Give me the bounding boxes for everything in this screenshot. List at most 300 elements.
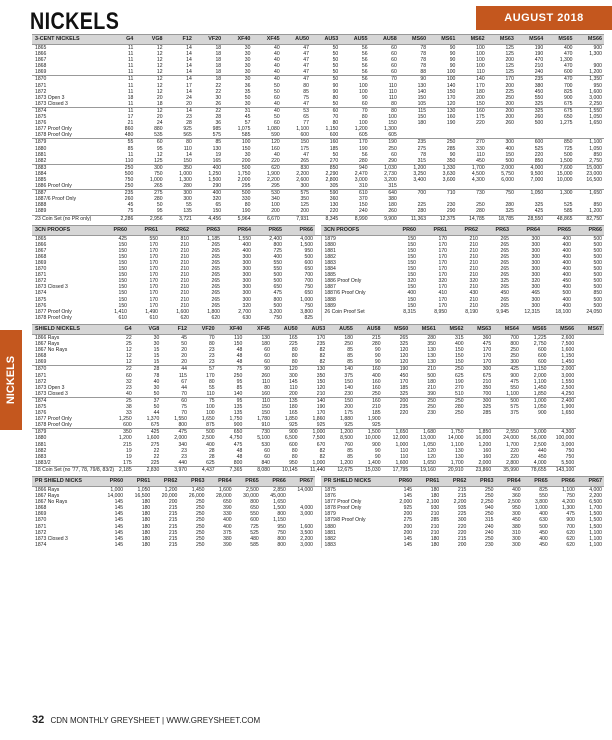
price-cell: 90 [374,347,381,354]
price-cell: 1,200 [478,441,492,448]
price-cell: 140 [327,366,355,373]
table-row [32,158,604,165]
price-cell: 1,225 [521,334,549,341]
price-cell: 300 [242,260,251,266]
price-cell: 280 [476,208,485,215]
price-cell: 95 [156,208,163,215]
price-cell: 210 [427,384,436,391]
price-cell [545,132,574,139]
price-cell: 2,000 [237,176,251,183]
price-cell: 28 [186,120,192,127]
price-cell: 325 [516,107,545,114]
price-cell: 60 [125,372,132,379]
price-cell: 22 [106,334,134,341]
price-cell: 18 [127,94,134,101]
row-label: 18 Coin Set (no '77, 78, 79/8, 83/2) [32,466,106,473]
price-cell: 1,600 [300,523,313,530]
price-cell: 1,500 [355,429,383,436]
price-cell: 2,750 [533,341,547,348]
price-cell: 400 [562,302,571,309]
price-cell: 1,600 [589,88,602,95]
price-cell: 675 [482,372,492,379]
price-cell: 170 [438,253,447,260]
price-cell: 1,030 [370,164,399,171]
price-cell: 325 [534,100,544,107]
price-cell: 78 [420,51,427,58]
price-cell: 810 [160,235,191,242]
row-label: 1876 [321,493,387,499]
price-cell: 500 [564,151,573,158]
price-cell: 100 [206,410,215,417]
price-cell: 56 [361,63,368,70]
price-cell: 7,000 [530,176,544,183]
price-cell: 110 [388,94,397,101]
price-cell: 170 [482,353,492,360]
price-cell: 300 [466,366,494,373]
column-header: MS61 [428,35,457,45]
price-cell: 250 [196,517,205,524]
price-cell: 15 [153,353,160,360]
price-cell: 610 [149,314,158,321]
price-cell: 56 [340,76,369,83]
price-cell: 2,200 [453,499,467,506]
row-label: 1872 [35,88,47,95]
price-cell: 475 [161,429,189,436]
price-cell: 115 [399,107,428,114]
price-cell: 270 [457,139,486,146]
price-cell: 900 [233,422,243,429]
price-cell: 325 [500,278,509,285]
price-cell: 125 [487,45,516,52]
three-cent-section [32,34,604,222]
price-cell: 500 [427,372,436,379]
price-cell: 1,780 [257,416,270,423]
price-cell: 500 [534,120,544,127]
price-cell: 800 [178,422,187,429]
table-row [32,460,604,467]
price-cell: 400 [407,290,416,297]
row-label: 1871 [35,372,47,379]
price-cell: 215 [168,535,178,542]
price-cell: 605 [388,132,397,139]
price-cell: 700 [482,390,492,397]
header-row [32,477,604,487]
price-cell: 285 [482,410,492,417]
price-cell: 1,300 [545,190,574,197]
price-cell: 95 [236,378,243,385]
price-cell: 250 [196,511,205,518]
price-cell: 325 [399,390,409,397]
price-cell: 1,900 [561,403,575,410]
row-label: 1888 [321,297,387,303]
price-cell: 26,000 [188,493,205,500]
price-cell: 440 [178,459,187,466]
price-cell: 170 [438,247,447,254]
price-cell: 750 [565,453,575,460]
price-cell: 175 [123,459,132,466]
price-cell: 215 [123,441,132,448]
column-header: PR60 [98,225,129,235]
price-cell: 300 [531,302,540,309]
price-cell: 475 [510,378,519,385]
column-header: MS66 [575,35,605,45]
price-cell: 1,500 [273,505,286,512]
price-cell: 5,500 [561,459,575,466]
price-cell: 550 [539,493,548,500]
price-cell: 190 [370,139,399,146]
price-cell: 2,730 [384,170,397,177]
price-cell: 760 [344,441,353,448]
price-cell: 110 [400,453,409,460]
price-cell: 150 [407,266,416,273]
price-cell: 8,315 [403,308,416,315]
price-cell: 8,500 [340,435,353,442]
price-cell: 330 [241,196,251,203]
price-cell: 150 [316,378,326,385]
three-cent-table [32,34,604,222]
price-cell [487,132,516,139]
price-cell: 90 [374,359,381,366]
price-cell: 235 [516,76,545,83]
table-row [32,334,604,341]
price-cell [487,183,516,190]
price-cell: 320 [531,278,540,285]
price-cell: 170 [482,359,492,366]
column-header: PR61 [418,225,449,235]
price-cell: 180 [141,517,151,524]
price-cell: 550 [273,260,282,266]
price-cell: 800 [277,541,286,548]
price-cell: 300 [531,247,540,254]
price-cell: 350 [446,157,456,164]
price-cell: 150 [118,253,127,260]
price-cell: 150 [455,353,464,360]
price-cell: 4,437 [189,466,217,473]
price-cell: 7,600 [545,164,574,171]
price-cell: 180 [261,341,270,348]
price-cell: 180 [427,378,436,385]
price-cell: 670 [316,441,326,448]
price-cell: 925 [403,505,413,512]
price-cell: 475 [482,341,492,348]
price-cell: 40 [125,390,132,397]
price-cell: 200 [476,94,485,101]
price-cell: 250 [388,145,397,152]
price-cell: 235 [316,341,326,348]
price-cell: 56,000 [530,435,547,442]
price-cell: 90 [374,453,381,460]
price-cell: 265 [211,253,220,260]
price-cell: 265 [211,302,220,309]
price-cell: 170 [149,284,158,291]
price-cell: 110 [206,390,215,397]
price-cell: 900 [538,410,547,417]
column-header: AU50 [272,324,300,334]
price-cell: 180 [417,120,427,127]
price-cell [449,315,480,321]
price-cell: 110 [125,157,134,164]
row-label: 1883/2 [35,459,51,466]
price-cell: 19 [125,447,132,454]
price-cell: 30 [215,94,222,101]
price-cell: 120 [427,447,436,454]
price-cell: 400 [545,45,574,52]
price-cell: 500 [593,260,602,266]
price-cell: 1,900 [367,416,381,423]
price-cell: 235 [399,139,428,146]
price-cell [399,183,428,190]
row-label: 1868 [35,505,47,512]
price-cell: 11 [127,151,134,158]
price-cell: 210 [180,284,189,291]
price-cell: 1,000 [98,487,125,494]
price-cell: 180 [388,202,397,209]
price-cell: 78 [420,57,427,64]
column-header: PR66 [261,477,288,487]
price-cell: 1,490 [145,308,158,315]
price-cell: 12 [156,151,163,158]
price-cell: 150 [118,290,127,297]
price-cell: 17 [127,114,134,121]
price-cell: 200 [241,157,251,164]
price-cell: 50 [332,151,339,158]
price-cell: 500 [223,190,252,197]
price-cell: 60 [361,100,368,107]
price-cell: 40 [252,76,281,83]
row-label [321,315,387,321]
price-cell: 160 [261,390,270,397]
price-cell: 22 [153,447,160,454]
price-cell: 14,000 [288,487,315,494]
column-header: MS64 [516,35,545,45]
price-cell: 60 [391,63,397,70]
price-cell: 3,200 [269,308,282,315]
price-cell: 620 [566,535,575,542]
price-cell: 125 [505,69,514,76]
price-cell: 700 [304,278,313,285]
price-cell: 210 [469,284,478,291]
price-cell: 150 [359,202,368,209]
price-cell: 110 [183,145,192,152]
price-cell: 150 [118,296,127,303]
price-cell: 225 [150,459,160,466]
price-cell: 285 [446,145,456,152]
price-cell: 60 [264,353,270,360]
price-cell: 320 [407,278,416,285]
price-cell: 2,500 [533,441,547,448]
price-cell: 2,200 [300,535,313,542]
price-cell: 4,750 [229,435,243,442]
row-label: 1873 Closed 3 [35,284,68,291]
price-cell: 710 [428,190,457,197]
price-cell: 1,400 [367,459,381,466]
price-cell: 100 [476,57,485,64]
price-cell: 150 [282,139,311,146]
column-header: MS64 [493,324,521,334]
price-cell: 23 [208,347,215,354]
price-cell: 150 [118,272,127,279]
price-cell: 190 [516,45,545,52]
price-cell: 18 [194,76,223,83]
price-cell: 200 [403,529,413,536]
price-cell: 225 [289,341,298,348]
price-cell: 90 [374,447,381,454]
price-cell: 380 [223,535,232,542]
price-cell: 375 [510,410,519,417]
price-cell: 675 [545,107,574,114]
price-cell: 1,370 [146,416,160,423]
row-label: 1884 [35,170,47,177]
price-cell: 340 [178,441,187,448]
pr-shield-table [32,476,604,548]
price-cell: 1,080 [266,126,280,133]
price-cell: 300 [183,196,192,203]
price-cell: 160 [482,453,492,460]
price-cell: 250 [410,397,438,404]
price-cell: 300 [135,164,164,171]
price-cell: 250 [510,347,519,354]
price-cell: 140 [457,76,486,83]
row-label: 1887/6 Proof Only [35,196,77,203]
price-cell: 48 [236,453,243,460]
price-cell: 500 [593,296,602,303]
price-cell: 6,500 [284,435,298,442]
price-cell: 56 [361,69,368,76]
table-row [32,315,604,321]
price-cell: 85 [303,88,309,95]
price-cell: 3,000 [300,541,313,548]
price-cell: 250 [485,535,494,542]
price-cell: 25 [125,341,132,348]
price-cell: 180 [141,529,151,536]
price-cell: 725 [273,247,282,254]
price-cell: 3,000 [589,94,602,101]
column-header: XF40 [217,324,245,334]
price-cell: 1,200 [327,429,355,436]
row-label: 1887/6 Proof Only [321,290,387,296]
price-cell: 50 [274,88,280,95]
price-cell: 57 [189,366,217,373]
price-cell: 37 [134,397,162,404]
price-cell: 47 [282,45,311,52]
price-cell: 70 [189,334,217,341]
row-label: 1869 [35,260,47,266]
price-cell: 1,050 [516,190,545,197]
price-cell: 275 [150,441,160,448]
price-cell: 170 [438,302,447,309]
row-label: 1887 [321,284,387,290]
price-cell: 315 [438,334,466,341]
price-cell: 265 [500,241,509,248]
price-cell: 1,680 [410,429,438,436]
table-row [32,183,604,190]
table-row [32,466,604,473]
price-cell: 145 [114,523,124,530]
price-cell: 185 [399,384,409,391]
price-cell: 300 [242,296,251,303]
price-cell: 145 [114,517,124,524]
price-cell: 143,100 [549,466,577,473]
price-cell: 60 [264,347,270,354]
price-cell: 150 [344,378,353,385]
price-cell: 40 [153,378,160,385]
row-label: 1875 [321,487,387,494]
price-cell: 90 [449,63,456,70]
price-cell: 430 [469,290,478,297]
price-cell: 160 [446,114,456,121]
row-label: 1873 Open 3 [35,94,65,101]
price-cell: 1,900 [266,170,280,177]
price-cell: 80 [361,114,368,121]
price-cell: 170 [399,378,409,385]
price-cell: 320 [469,278,478,285]
price-cell: 440 [538,447,547,454]
column-header: PR64 [207,477,234,487]
table-row [32,366,604,373]
price-cell: 200 [300,208,309,215]
price-cell: 280 [154,196,163,203]
row-label: 1882 [321,536,387,542]
price-cell: 450 [539,529,548,536]
price-cell: 265 [211,296,220,303]
price-cell: 400 [562,296,571,303]
row-label: 1885 [35,176,47,183]
row-label: 1866 [35,241,47,248]
price-cell: 200 [403,523,413,530]
price-cell: 220 [457,523,467,530]
price-cell: 215 [457,493,467,500]
price-cell: 600 [304,260,313,266]
price-cell: 2,470 [354,170,368,177]
price-cell: 500 [593,278,602,285]
price-cell: 60 [311,107,340,114]
row-label: 1878 Proof Only [35,132,72,139]
price-cell: 625 [455,372,464,379]
price-cell: 650 [250,505,259,512]
row-label: 1880 [321,242,387,248]
price-cell: 500 [493,397,521,404]
price-cell: 650 [304,290,313,297]
price-cell: 2,700 [238,308,251,315]
price-cell: 130 [427,347,436,354]
price-cell: 985 [212,126,222,133]
price-cell: 50 [311,45,340,52]
price-cell: 170 [149,290,158,297]
column-header: MS62 [457,35,486,45]
price-cell: 800 [277,511,286,518]
price-cell: 240 [485,529,494,536]
price-cell: 60 [274,94,280,101]
price-cell: 33 [125,410,132,417]
price-cell: 300 [242,272,251,279]
price-cell: 825 [304,314,313,321]
price-cell: 150 [476,100,485,107]
header-row [32,225,604,235]
price-cell: 20,910 [438,466,466,473]
price-cell: 2,000 [174,435,187,442]
price-cell: 90 [399,76,428,83]
price-cell: 2,000 [478,459,492,466]
price-cell: 2,185 [106,466,134,473]
price-cell: 16,000 [475,435,492,442]
price-cell: 280 [417,208,427,215]
price-cell: 30 [223,76,252,83]
price-cell: 300 [242,266,251,273]
price-cell: 100 [428,76,457,83]
row-label: 1878 Proof Only [35,314,72,321]
row-label: 1867 [35,247,47,254]
price-cell: 265 [500,272,509,279]
